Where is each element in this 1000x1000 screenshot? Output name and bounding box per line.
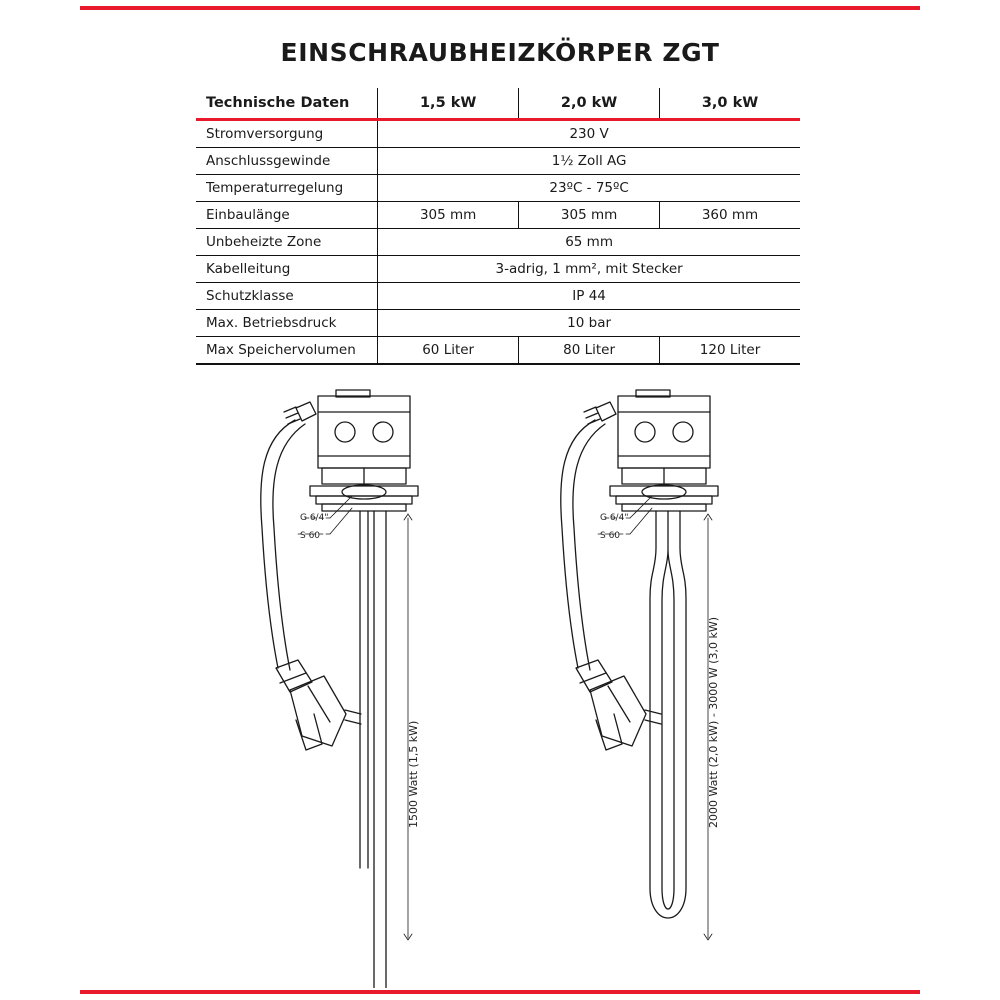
- table-header-cell: 1,5 kW: [378, 88, 519, 120]
- row-label: Temperaturregelung: [196, 175, 378, 202]
- table-row: [196, 283, 800, 310]
- table-row: [196, 229, 800, 256]
- table-row: [196, 148, 800, 175]
- row-label: Kabelleitung: [196, 256, 378, 283]
- product-drawings: [0, 368, 1000, 988]
- unheated-zone-label: S 60: [300, 531, 321, 541]
- row-value: 305 mm: [378, 202, 519, 229]
- row-label: Stromversorgung: [196, 120, 378, 148]
- table-row: [196, 120, 800, 148]
- page-title: EINSCHRAUBHEIZKÖRPER ZGT: [280, 38, 720, 67]
- technical-drawing-svg: [0, 368, 1000, 988]
- row-value: 23ºC - 75ºC: [378, 175, 800, 202]
- top-accent-rule: [80, 6, 920, 10]
- table-header-cell: Technische Daten: [196, 88, 378, 120]
- drawing-straight-element: [261, 390, 418, 988]
- row-label: Schutzklasse: [196, 283, 378, 310]
- table-header-row: [196, 88, 800, 120]
- table-row: [196, 175, 800, 202]
- drawing-u-shaped-element: [561, 390, 718, 940]
- bottom-accent-rule: [80, 990, 920, 994]
- unheated-zone-label: S 60: [600, 531, 621, 541]
- power-label: 2000 Watt (2,0 kW) - 3000 W (3,0 kW): [707, 617, 720, 828]
- thread-label: G 6/4": [600, 513, 629, 523]
- table-row: [196, 337, 800, 365]
- row-value: 1½ Zoll AG: [378, 148, 800, 175]
- row-label: Max Speichervolumen: [196, 337, 378, 365]
- technical-data-table: [196, 88, 800, 365]
- row-value: 80 Liter: [519, 337, 660, 365]
- row-label: Unbeheizte Zone: [196, 229, 378, 256]
- row-value: 3-adrig, 1 mm², mit Stecker: [378, 256, 800, 283]
- row-value: 360 mm: [660, 202, 800, 229]
- row-value: IP 44: [378, 283, 800, 310]
- row-value: 60 Liter: [378, 337, 519, 365]
- table-header-cell: 3,0 kW: [701, 95, 759, 111]
- thread-label: G 6/4": [300, 513, 329, 523]
- row-label: Einbaulänge: [196, 202, 378, 229]
- table-row: [196, 310, 800, 337]
- row-label: Anschlussgewinde: [196, 148, 378, 175]
- table-header-cell: 2,0 kW: [519, 88, 660, 120]
- power-label: 1500 Watt (1,5 kW): [407, 720, 420, 828]
- row-value: 230 V: [378, 120, 800, 148]
- row-value: 305 mm: [519, 202, 660, 229]
- row-value: 120 Liter: [660, 337, 800, 365]
- table-row: [196, 202, 800, 229]
- table-row: [196, 256, 800, 283]
- row-label: Max. Betriebsdruck: [196, 310, 378, 337]
- row-value: 10 bar: [378, 310, 800, 337]
- row-value: 65 mm: [378, 229, 800, 256]
